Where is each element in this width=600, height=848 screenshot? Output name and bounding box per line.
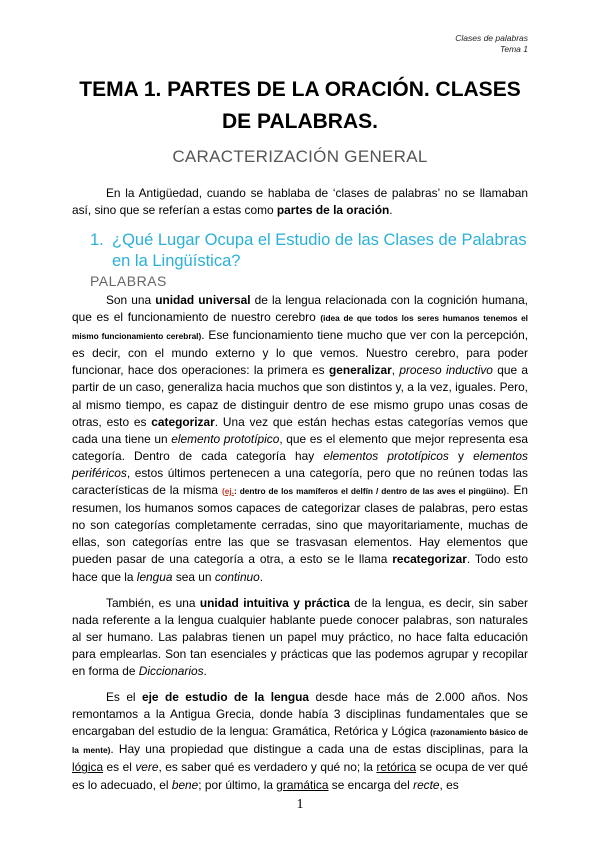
page-number: 1	[296, 797, 304, 812]
header-line-1: Clases de palabras	[455, 33, 528, 43]
paragraph-intuitiva: También, es una unidad intuitiva y práctica de la lengua, es decir, sin saber nada referente a la lengua cualquier hablante puede conocer palabras, son naturales al ser humano. Las palabras tienen un papel muy práctico, no hace falta educación para emplearlas. Son tan esenciales y prácticas que las podemos agrupar y recopilar en forma de Diccionarios.	[72, 595, 528, 678]
body-text	[72, 292, 528, 794]
page-subtitle: CARACTERIZACIÓN GENERAL	[172, 147, 428, 166]
title-line-1: TEMA 1. PARTES DE LA ORACIÓN. CLASES	[79, 78, 521, 101]
paragraph-eje-estudio: Es el eje de estudio de la lengua desde hace más de 2.000 años. Nos remontamos a la Antigua Grecia, donde había 3 disciplinas fundamentales que se encargaban del estudio de la lengua: Gramática, Retórica y Lógica (razonamiento básico de la mente). Hay una propiedad que distingue a cada una de estas disciplinas, para la lógica es el vere, es saber qué es verdadero y qué no; la retórica se ocupa de ver qué es lo adecuado, el bene; por último, la gramática se encarga del recte, es	[72, 690, 529, 792]
page-title	[60, 74, 540, 138]
header-line-2: Tema 1	[499, 44, 528, 54]
section-heading	[90, 230, 530, 272]
intro-paragraph: En la Antigüedad, cuando se hablaba de ‘clases de palabras’ no se llamaban así, sino que se referían a estas como partes de la oración.	[72, 186, 528, 218]
title-line-2: DE PALABRAS.	[222, 110, 378, 133]
running-header	[455, 33, 528, 55]
subsection-heading: PALABRAS	[90, 273, 167, 289]
section-number: 1.	[90, 231, 104, 249]
paragraph-palabras: Son una unidad universal de la lengua relacionada con la cognición humana, que es el funcionamiento de nuestro cerebro (idea de que todos los seres humanos tenemos el mismo funcionamiento cerebral). Ese funcionamiento tiene mucho que ver con la percepción, es decir, con el mundo externo y lo que vemos. Nuestro cerebro, para poder funcionar, hace dos operaciones: la primera es generalizar, proceso inductivo que a partir de un caso, generaliza hacia muchos que son distintos y, a la vez, iguales. Pero, al mismo tiempo, es capaz de distinguir dentro de ese mismo grupo unas cosas de otras, esto es categorizar. Una vez que están hechas estas categorías vemos que cada una tiene un elemento prototípico, que es el elemento que mejor representa esa categoría. Dentro de cada categoría hay elementos prototípicos y elementos periféricos, estos últimos pertenecen a una categoría, pero que no reúnen todas las características de la misma (ej.: dentro de los mamíferos el delfín / dentro de las aves el pingüino). En resumen, los humanos somos capaces de categorizar clases de palabras, pero estas no son categorías completamente cerradas, sino que mayoritariamente, muchas de ellas, son categorías entre las que se trasvasan elementos. Hay elementos que pueden pasar de una categoría a otra, a esto se le llama recategorizar. Todo esto hace que la lengua sea un continuo.	[72, 293, 529, 584]
section-title: ¿Qué Lugar Ocupa el Estudio de las Clases de Palabras en la Lingüística?	[112, 231, 527, 270]
